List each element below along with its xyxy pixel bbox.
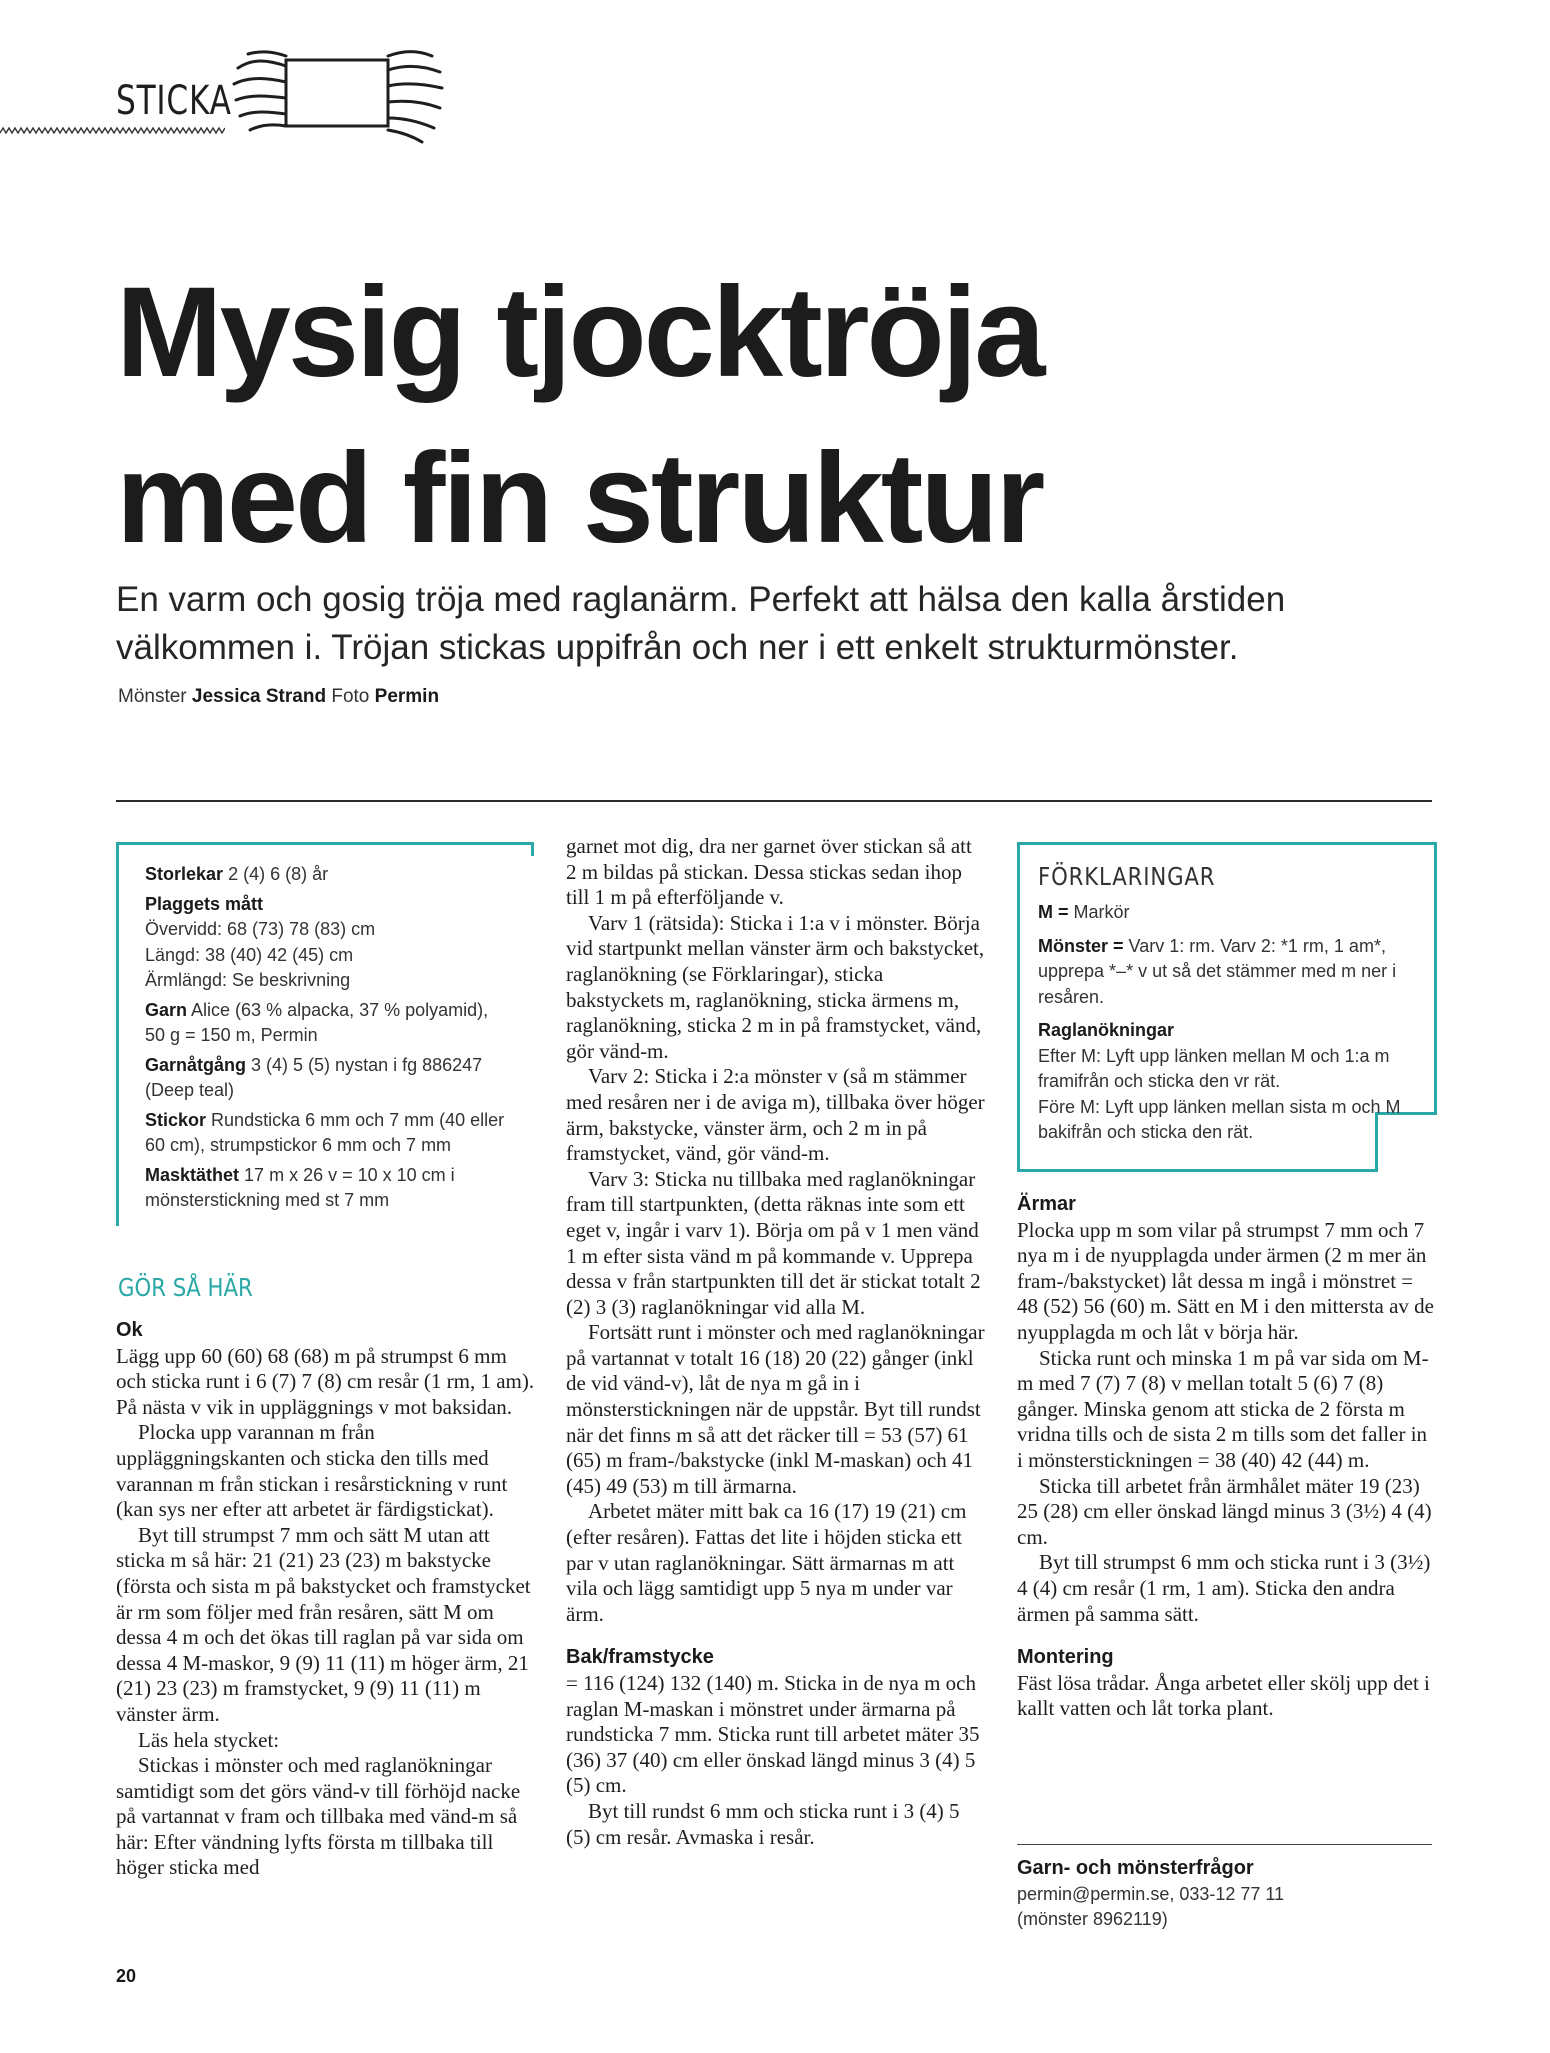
- fact-gauge: Masktäthet 17 m x 26 v = 10 x 10 cm i mönsterstickning med st 7 mm: [145, 1164, 455, 1210]
- contact-heading: Garn- och mönsterfrågor: [1017, 1857, 1254, 1879]
- instructions-column-1: [116, 1318, 536, 1881]
- assembly-heading: Montering: [1017, 1646, 1114, 1669]
- paragraph: = 116 (124) 132 (140) m. Sticka in de nya m och raglan M-maskan i mönstret under ärmarna på rundsticka 7 mm. Sticka runt till arbetet mäter 35 (36) 37 (40) cm eller önskad längd minus 3 (4) 5 (5) cm.: [566, 1671, 980, 1798]
- paragraph: Plocka upp m som vilar på strumpst 7 mm och 7 nya m i de nyupplagda under ärmen (2 m mer än fram-/bakstycket) låt dessa m ingå i mönstret = 48 (52) 56 (60) m. Sätt en M i den mittersta av de nyupplagda m och låt v börja här.: [1017, 1217, 1434, 1344]
- fact-yarn: Garn Alice (63 % alpacka, 37 % polyamid), 50 g = 150 m, Permin: [145, 999, 489, 1045]
- yarn-skein-icon: [228, 38, 446, 148]
- explanation-raglan: Raglanökningar Efter M: Lyft upp länken mellan M och 1:a m framifrån och sticka den vr rät. Före M: Lyft upp länken mellan sista m och M bakifrån och sticka den rät.: [1038, 1020, 1401, 1142]
- horizontal-rule: [116, 800, 1432, 802]
- paragraph: Byt till strumpst 7 mm och sätt M utan att sticka m så här: 21 (21) 23 (23) m bakstycke (första och sista m på bakstycket och framstycket är rm som följer med från resåren, sätt M om dessa 4 m och det ökas till raglan på var sida om dessa 4 M-maskor, 9 (9) 11 (11) m höger ärm, 21 (21) 23 (23) m framstycket, 9 (9) 11 (11) m vänster ärm.: [116, 1522, 531, 1726]
- contact-divider: [1017, 1844, 1432, 1845]
- paragraph: Sticka till arbetet från ärmhålet mäter 19 (23) 25 (28) cm eller önskad längd minus 3 (3½) 4 (4) cm.: [1017, 1473, 1432, 1549]
- credit-photo-label: Foto: [331, 686, 370, 707]
- zigzag-divider: [0, 126, 225, 136]
- title-line-2: med fin struktur: [116, 427, 1043, 570]
- how-to-heading: GÖR SÅ HÄR: [118, 1273, 253, 1302]
- section-label: STICKA: [116, 78, 232, 124]
- paragraph: Sticka runt och minska 1 m på var sida om M-m med 7 (7) 7 (8) v mellan totalt 5 (6) 7 (8) gånger. Minska genom att sticka de 2 första m vridna tills och de sista 2 m tills som det faller in i mönsterstickningen = 38 (40) 42 (44) m.: [1017, 1345, 1429, 1472]
- sleeves-heading: Ärmar: [1017, 1193, 1076, 1215]
- paragraph: Varv 2: Sticka i 2:a mönster v (så m stämmer med resåren ner i de aviga m), tillbaka över höger ärm, bakstycke, vänster ärm, och 2 m in på framstycket, vänd, gör vänd-m.: [566, 1064, 985, 1166]
- fact-needles: Stickor Rundsticka 6 mm och 7 mm (40 eller 60 cm), strumpstickor 6 mm och 7 mm: [145, 1109, 505, 1155]
- title-line-1: Mysig tjocktröja: [116, 261, 1043, 404]
- lead-line-2: välkommen i. Tröjan stickas uppifrån och ner i ett enkelt strukturmönster.: [116, 628, 1239, 667]
- facts-border: [116, 842, 534, 845]
- paragraph: Stickas i mönster och med raglanökningar samtidigt som det görs vänd-v till förhöjd nacke på vartannat v fram och tillbaka med vänd-m så här: Efter vändning lyfts första m tillbaka till höger sticka med: [116, 1753, 521, 1880]
- explanation-marker: M = Markör: [1038, 902, 1130, 922]
- explanation-pattern: Mönster = Varv 1: rm. Varv 2: *1 rm, 1 am*, upprepa *–* v ut så det stämmer med m ner i resåren.: [1038, 935, 1397, 1007]
- article-title: [116, 250, 1496, 582]
- explanations-title: FÖRKLARINGAR: [1038, 862, 1216, 891]
- facts-border: [116, 842, 119, 1226]
- contact-email-phone: permin@permin.se, 033-12 77 11: [1017, 1883, 1285, 1904]
- paragraph: Varv 1 (rätsida): Sticka i 1:a v i mönster. Börja vid startpunkt mellan vänster ärm och bakstycket, raglanökning (se Förklaringar), sticka bakstyckets m, raglanökning, sticka ärmens m, raglanökning, sticka 2 m in på framstycket, vänd, gör vänd-m.: [566, 910, 985, 1063]
- paragraph: Arbetet mäter mitt bak ca 16 (17) 19 (21) cm (efter resåren). Fattas det lite i höjden sticka ett par v utan raglanökningar. Sätt ärmarnas m att vila och lägg samtidigt upp 5 nya m under var ärm.: [566, 1499, 967, 1626]
- ok-heading: Ok: [116, 1319, 143, 1341]
- fact-sizes: Storlekar 2 (4) 6 (8) år: [145, 864, 329, 884]
- lead-paragraph: [116, 576, 1456, 672]
- lead-line-1: En varm och gosig tröja med raglanärm. Perfekt att hälsa den kalla årstiden: [116, 580, 1286, 619]
- page-number: 20: [116, 1966, 137, 1986]
- facts-box: [145, 862, 525, 1218]
- paragraph: Fortsätt runt i mönster och med raglanökningar på vartannat v totalt 16 (18) 20 (22) gånger (inkl de vid vänd-v), låt de nya m gå in i mönsterstickningen när de uppstår. Byt till rundst när det finns m så att det räcker till = 53 (57) 61 (65) m fram-/bakstycke (inkl M-maskan) och 41 (45) 49 (53) m till ärmarna.: [566, 1320, 985, 1498]
- paragraph: Fäst lösa trådar. Ånga arbetet eller skölj upp det i kallt vatten och låt torka plant.: [1017, 1670, 1430, 1721]
- contact-pattern-number: (mönster 8962119): [1017, 1909, 1168, 1929]
- paragraph: Byt till rundst 6 mm och sticka runt i 3 (4) 5 (5) cm resår. Avmaska i resår.: [566, 1798, 960, 1849]
- credits: [118, 686, 439, 708]
- paragraph: Byt till strumpst 6 mm och sticka runt i 3 (3½) 4 (4) cm resår (1 rm, 1 am). Sticka den andra ärmen på samma sätt.: [1017, 1550, 1431, 1626]
- paragraph: garnet mot dig, dra ner garnet över stickan så att 2 m bildas på stickan. Dessa stickas sedan ihop till 1 m på efterföljande v.: [566, 834, 972, 910]
- facts-border: [531, 842, 534, 856]
- credit-photo-name: Permin: [374, 686, 440, 707]
- fact-measures: Plaggets mått Övervidd: 68 (73) 78 (83) cm Längd: 38 (40) 42 (45) cm Ärmlängd: Se beskrivning: [145, 893, 376, 990]
- paragraph: Plocka upp varannan m från uppläggningskanten och sticka den tills med varannan m från stickan i resårstickning v runt (kan sys ner efter att arbetet är färdigstickat).: [116, 1420, 508, 1522]
- paragraph: Lägg upp 60 (60) 68 (68) m på strumpst 6 mm och sticka runt i 6 (7) 7 (8) cm resår (1 rm, 1 am). På nästa v vik in uppläggnings v mot baksidan.: [116, 1343, 535, 1419]
- explanations-body: [1038, 900, 1423, 1146]
- fact-yarn-usage: Garnåtgång 3 (4) 5 (5) nystan i fg 886247 (Deep teal): [145, 1054, 483, 1100]
- body-heading: Bak/framstycke: [566, 1646, 714, 1669]
- credit-pattern-name: Jessica Strand: [191, 686, 327, 707]
- instructions-column-2: [566, 834, 986, 1850]
- instructions-column-3: [1017, 1192, 1437, 1722]
- credit-pattern-label: Mönster: [118, 686, 187, 707]
- contact-info: [1017, 1856, 1437, 1933]
- paragraph: Läs hela stycket:: [138, 1727, 280, 1752]
- paragraph: Varv 3: Sticka nu tillbaka med raglanökningar fram till startpunkten, (detta räknas inte som ett eget v, ingår i varv 1). Börja om på v 1 men vänd 1 m efter sista vänd m på kommande v. Upprepa dessa v från startpunkten till det är stickat totalt 2 (2) 3 (3) raglanökningar vid alla M.: [566, 1166, 981, 1319]
